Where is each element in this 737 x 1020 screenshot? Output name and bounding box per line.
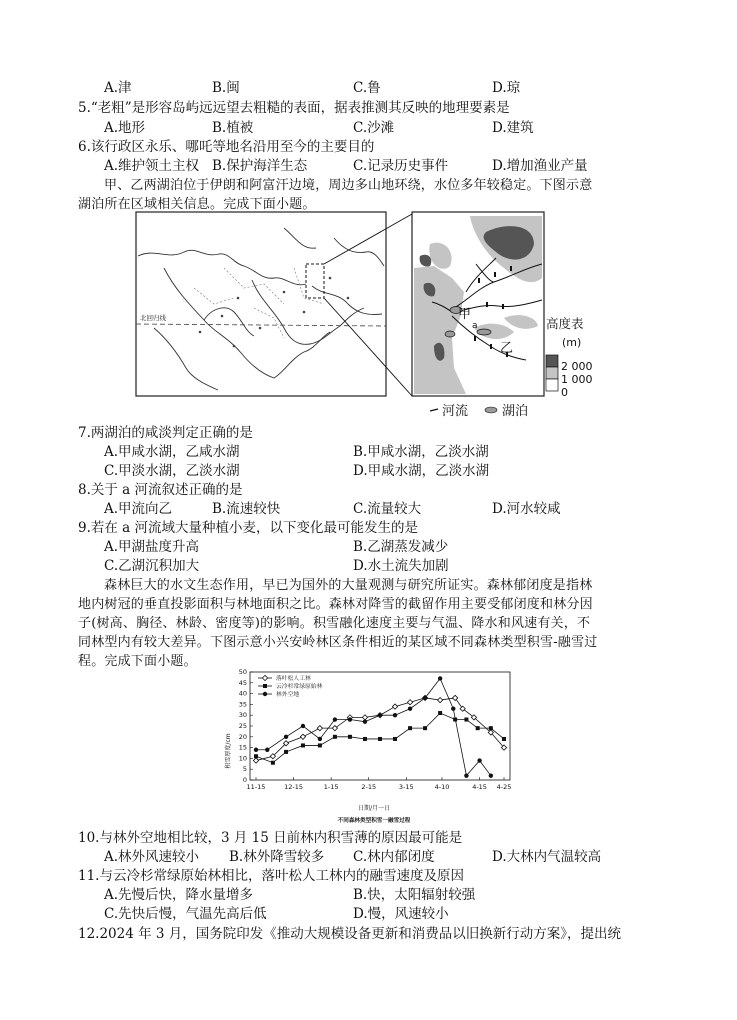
q8-option-a: A.甲流向乙 [104,501,173,517]
q4-option-d: D.琼 [492,80,521,96]
chart-point-diamond [392,704,397,709]
chart-point-square [464,718,468,722]
q6-stem: 6.该行政区永乐、哪吒等地名沿用至今的主要目的 [78,139,375,155]
q10-option-c: C.林内郁闭度 [353,849,435,865]
q9-option-a: A.甲湖盐度升高 [104,539,200,555]
chart-point-circle [393,713,397,717]
chart-point-circle [408,707,412,711]
legend-lake-label: 湖泊 [502,404,529,419]
chart-point-square [393,737,397,741]
q5-option-a: A.地形 [104,120,146,136]
q11-stem: 11.与云冷杉常绿原始林相比，落叶松人工林内的融雪速度及原因 [78,868,464,884]
q11-option-b: B.快，太阳辐射较强 [353,887,476,903]
lake-yi-east-shape [477,329,491,335]
q6-option-b: B.保护海洋生态 [212,158,308,174]
q5-option-d: D.建筑 [492,120,534,136]
q12-stem: 12.2024 年 3 月，国务院印发《推动大规模设备更新和消费品以旧换新行动方案》，提出统 [78,926,622,942]
q8-option-c: C.流量较大 [353,501,422,517]
chart-point-square [254,754,258,758]
q11-option-d: D.慢，风速较小 [353,906,449,922]
legend-river-icon [430,409,438,411]
q7-option-a: A.甲咸水湖，乙咸水湖 [104,444,240,460]
y-tick-label: 45 [238,678,247,687]
chart-point-diamond [453,695,458,700]
x-tick-label: 3-15 [398,783,414,791]
q7-option-d: D.甲咸水湖，乙淡水湖 [353,463,490,479]
y-tick-label: 30 [238,711,247,720]
chart-point-circle [477,758,481,762]
legend-label: 林外空地 [276,692,300,699]
legend-label: 云冷杉常绿原始林 [276,684,323,691]
y-tick-label: 40 [238,689,247,698]
q4-option-a: A.津 [104,80,132,96]
chart-point-circle [378,713,382,717]
q10-option-d: D.大林内气温较高 [492,849,602,865]
intro2-line2: 地内树冠的垂直投影面积与林地面积之比。森林对降雪的截留作用主要受郁闭度和林分因 [78,597,593,612]
lake-yi-shape [445,331,455,337]
q6-option-d: D.增加渔业产量 [492,158,588,174]
chart-point-diamond [317,726,322,731]
chart-point-circle [318,737,322,741]
chart-point-circle [284,735,288,739]
q10-option-a: A.林外风速较小 [104,849,200,865]
x-tick-label: 11-15 [246,783,266,791]
chart-point-square [284,750,288,754]
q8-stem: 8.关于 a 河流叙述正确的是 [78,482,243,498]
chart-y-axis-label: 积雪厚度/cm [225,733,232,769]
chart-series-line-0 [256,698,504,761]
q10-option-b: B.林外降雪较多 [229,849,325,865]
y-tick-label: 35 [238,700,247,709]
chart-point-diamond [262,675,267,680]
chart-point-square [263,684,267,688]
x-tick-label: 4-25 [496,783,512,791]
q5-option-b: B.植被 [212,120,254,136]
chart-point-square [271,761,275,765]
tropic-label: 北回归线 [140,314,166,322]
legend-swatch-mid [546,367,558,379]
chart-x-axis-label: 日期/月一日 [357,805,391,812]
chart-point-square [301,743,305,747]
chart-point-circle [464,773,468,777]
chart-legend [258,674,323,698]
chart-point-circle [348,717,352,721]
chart-point-square [348,735,352,739]
river-a-label: a [472,321,478,331]
chart-point-diamond [332,726,337,731]
y-tick-label: 0 [242,776,247,784]
q9-stem: 9.若在 a 河流域大量种植小麦，以下变化最可能发生的是 [78,520,419,536]
q8-option-b: B.流速较快 [212,501,281,517]
q9-option-c: C.乙湖沉积加大 [104,558,200,574]
x-tick-label: 1-15 [323,783,339,791]
q11-option-a: A.先慢后快，降水量增多 [104,887,254,903]
y-tick-label: 10 [238,754,247,763]
intro2-line5: 程。完成下面小题。 [78,654,197,669]
q5-option-c: C.沙滩 [353,120,395,136]
y-tick-label: 50 [238,668,247,676]
intro2-line3: 子(树高、胸径、林龄、密度等)的影响。积雪融化速度主要与气温、降水和风速有关，不 [78,616,591,631]
chart-point-circle [451,707,455,711]
q7-option-c: C.甲淡水湖，乙淡水湖 [104,463,240,479]
chart-point-diamond [438,697,443,702]
legend-swatch-low [546,379,558,391]
q4-option-c: C.鲁 [353,80,381,96]
chart-point-circle [301,724,305,728]
y-tick-label: 5 [242,765,247,774]
y-tick-label: 20 [238,732,247,741]
legend-title: 高度表 [546,316,584,331]
legend-river-label: 河流 [442,404,469,419]
q6-option-a: A.维护领土主权 [104,158,200,174]
chart-point-square [333,735,337,739]
legend-label: 落叶松人工林 [276,676,311,683]
chart-title: 不同森林类型积雪一融雪过程 [337,818,411,824]
chart-point-square [476,726,480,730]
q9-option-d: D.水土流失加剧 [353,558,449,574]
legend-value-0: 0 [561,386,568,399]
chart-point-circle [333,717,337,721]
x-tick-label: 2-15 [361,783,377,791]
intro2-line1: 森林巨大的水文生态作用，早已为国外的大量观测与研究所证实。森林郁闭度是指林 [104,578,593,593]
q7-stem: 7.两湖泊的咸淡判定正确的是 [78,425,253,441]
q6-option-c: C.记录历史事件 [353,158,449,174]
chart-point-diamond [253,758,258,763]
chart-point-circle [263,692,267,696]
chart-point-circle [265,748,269,752]
chart-point-circle [489,773,493,777]
q8-option-d: D.河水较咸 [492,501,561,517]
x-tick-label: 4-15 [472,783,487,791]
x-tick-label: 4-10 [434,783,450,791]
lake-jia-label: 甲 [458,307,472,322]
q5-stem: 5.“老粗”是形容岛屿远远望去粗糙的表面，据表推测其反映的地理要素是 [78,100,510,116]
lake-region-map [134,208,674,420]
chart-point-square [489,726,493,730]
legend-unit: (m) [562,336,582,349]
chart-point-diamond [300,734,305,739]
intro1-line2: 湖泊所在区域相关信息。完成下面小题。 [78,197,316,212]
q11-option-c: C.先快后慢，气温先高后低 [104,906,267,922]
chart-point-circle [254,748,258,752]
intro1-line1: 甲、乙两湖泊位于伊朗和阿富汗边境，周边多山地环绕，水位多年较稳定。下图示意 [104,178,593,193]
legend-value-2000: 2 000 [561,360,593,373]
chart-point-square [423,726,427,730]
chart-point-circle [363,719,367,723]
legend-swatch-high [546,355,558,367]
chart-point-square [502,737,506,741]
q7-option-b: B.甲咸水湖，乙淡水湖 [353,444,489,460]
legend-lake-icon [485,407,497,413]
lake-yi-label: 乙 [500,341,514,356]
chart-point-square [408,726,412,730]
snow-depth-chart [222,666,522,826]
legend-value-1000: 1 000 [561,373,593,386]
y-tick-label: 15 [238,743,247,752]
chart-point-circle [438,676,442,680]
chart-point-circle [423,696,427,700]
chart-point-diamond [407,700,412,705]
y-tick-label: 25 [238,722,247,730]
q9-option-b: B.乙湖蒸发减少 [353,539,449,555]
intro2-line4: 同林型内有较大差异。下图示意小兴安岭林区条件相近的某区域不同森林类型积雪-融雪过 [78,635,598,650]
q10-stem: 10.与林外空地相比较，3 月 15 日前林内积雪薄的原因最可能是 [78,830,463,846]
x-tick-label: 12-15 [284,783,304,791]
q4-option-b: B.闽 [212,80,240,96]
chart-point-square [438,711,442,715]
chart-point-square [363,737,367,741]
chart-point-diamond [362,715,367,720]
chart-point-square [318,743,322,747]
chart-point-square [378,737,382,741]
